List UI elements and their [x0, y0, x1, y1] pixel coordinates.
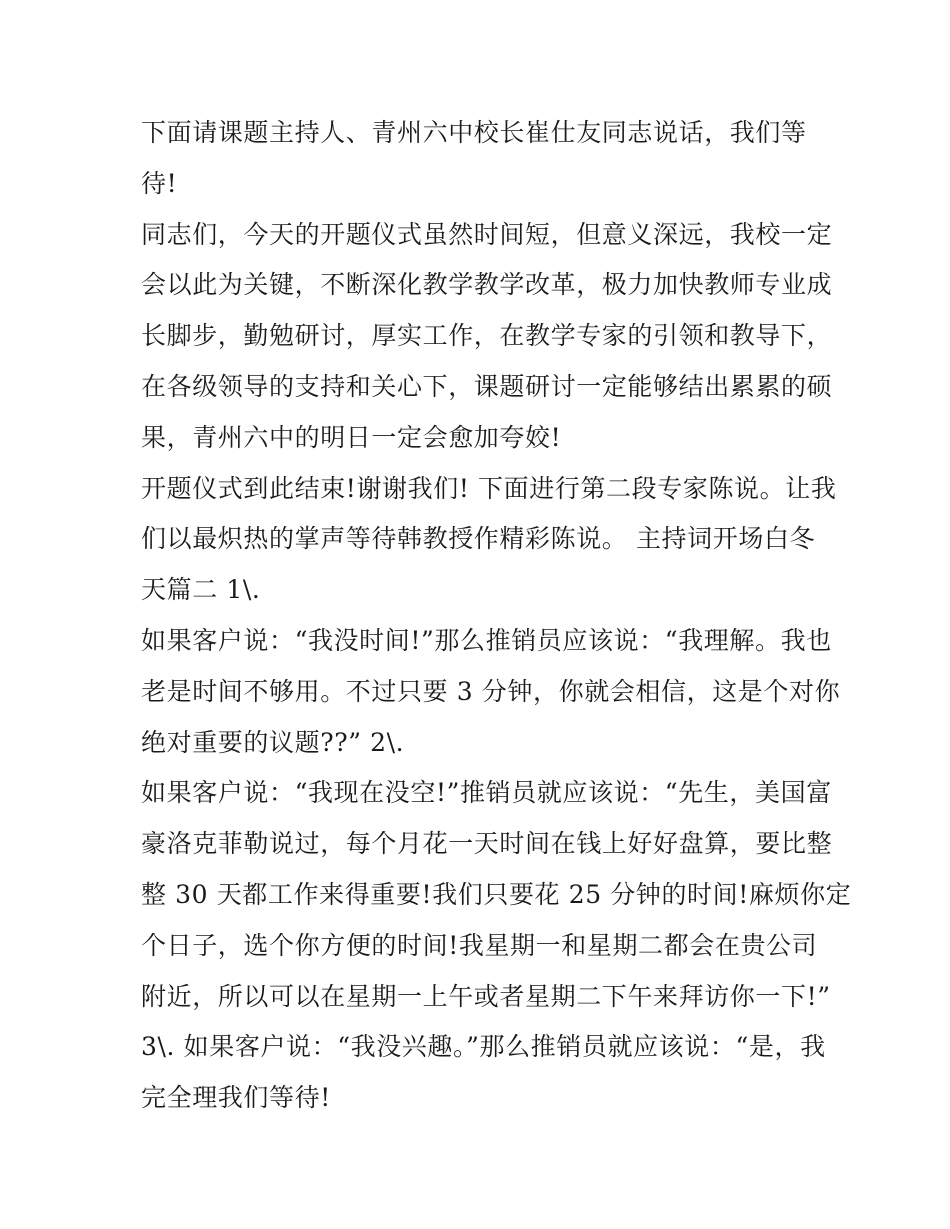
text-line: 们以最炽热的掌声等待韩教授作精彩陈说。 主持词开场白冬: [141, 524, 816, 554]
text-line: 下面请课题主持人、青州六中校长崔仕友同志说话，我们等: [141, 118, 807, 147]
text-line: 如果客户说：“我没时间!”那么推销员应该说：“我理解。我也: [141, 625, 832, 655]
text-line: 附近，所以可以在星期一上午或者星期二下午来拜访你一下!”: [141, 981, 831, 1011]
text-line: 同志们，今天的开题仪式虽然时间短，但意义深远，我校一定: [141, 219, 833, 249]
text-line: 老是时间不够用。不过只要 3 分钟，你就会相信，这是个对你: [141, 676, 841, 706]
text-line: 开题仪式到此结束!谢谢我们! 下面进行第二段专家陈说。让我: [141, 473, 837, 503]
text-line: 豪洛克菲勒说过，每个月花一天时间在钱上好好盘算，要比整: [141, 829, 833, 859]
text-line: 在各级领导的支持和关心下，课题研讨一定能够结出累累的硕: [141, 371, 833, 401]
text-line: 如果客户说：“我现在没空!”推销员就应该说：“先生，美国富: [141, 778, 832, 808]
text-line: 会以此为关键，不断深化教学教学改革，极力加快教师专业成: [141, 270, 833, 300]
text-line: 整 30 天都工作来得重要!我们只要花 25 分钟的时间!麻烦你定: [141, 879, 852, 909]
text-line: 果，青州六中的明日一定会愈加夸姣!: [141, 422, 562, 452]
document-body: [141, 108, 852, 1124]
text-line: 绝对重要的议题??” 2\.: [141, 727, 405, 757]
text-line: 天篇二 1\.: [141, 575, 261, 605]
text-line: 长脚步，勤勉研讨，厚实工作，在教学专家的引领和教导下，: [141, 321, 833, 351]
text-line: 待!: [141, 168, 178, 198]
text-line: 完全理我们等待!: [141, 1083, 331, 1113]
text-line: 个日子，选个你方便的时间!我星期一和星期二都会在贵公司: [141, 930, 818, 960]
text-line: 3\. 如果客户说：“我没兴趣。”那么推销员就应该说：“是，我: [141, 1032, 826, 1062]
